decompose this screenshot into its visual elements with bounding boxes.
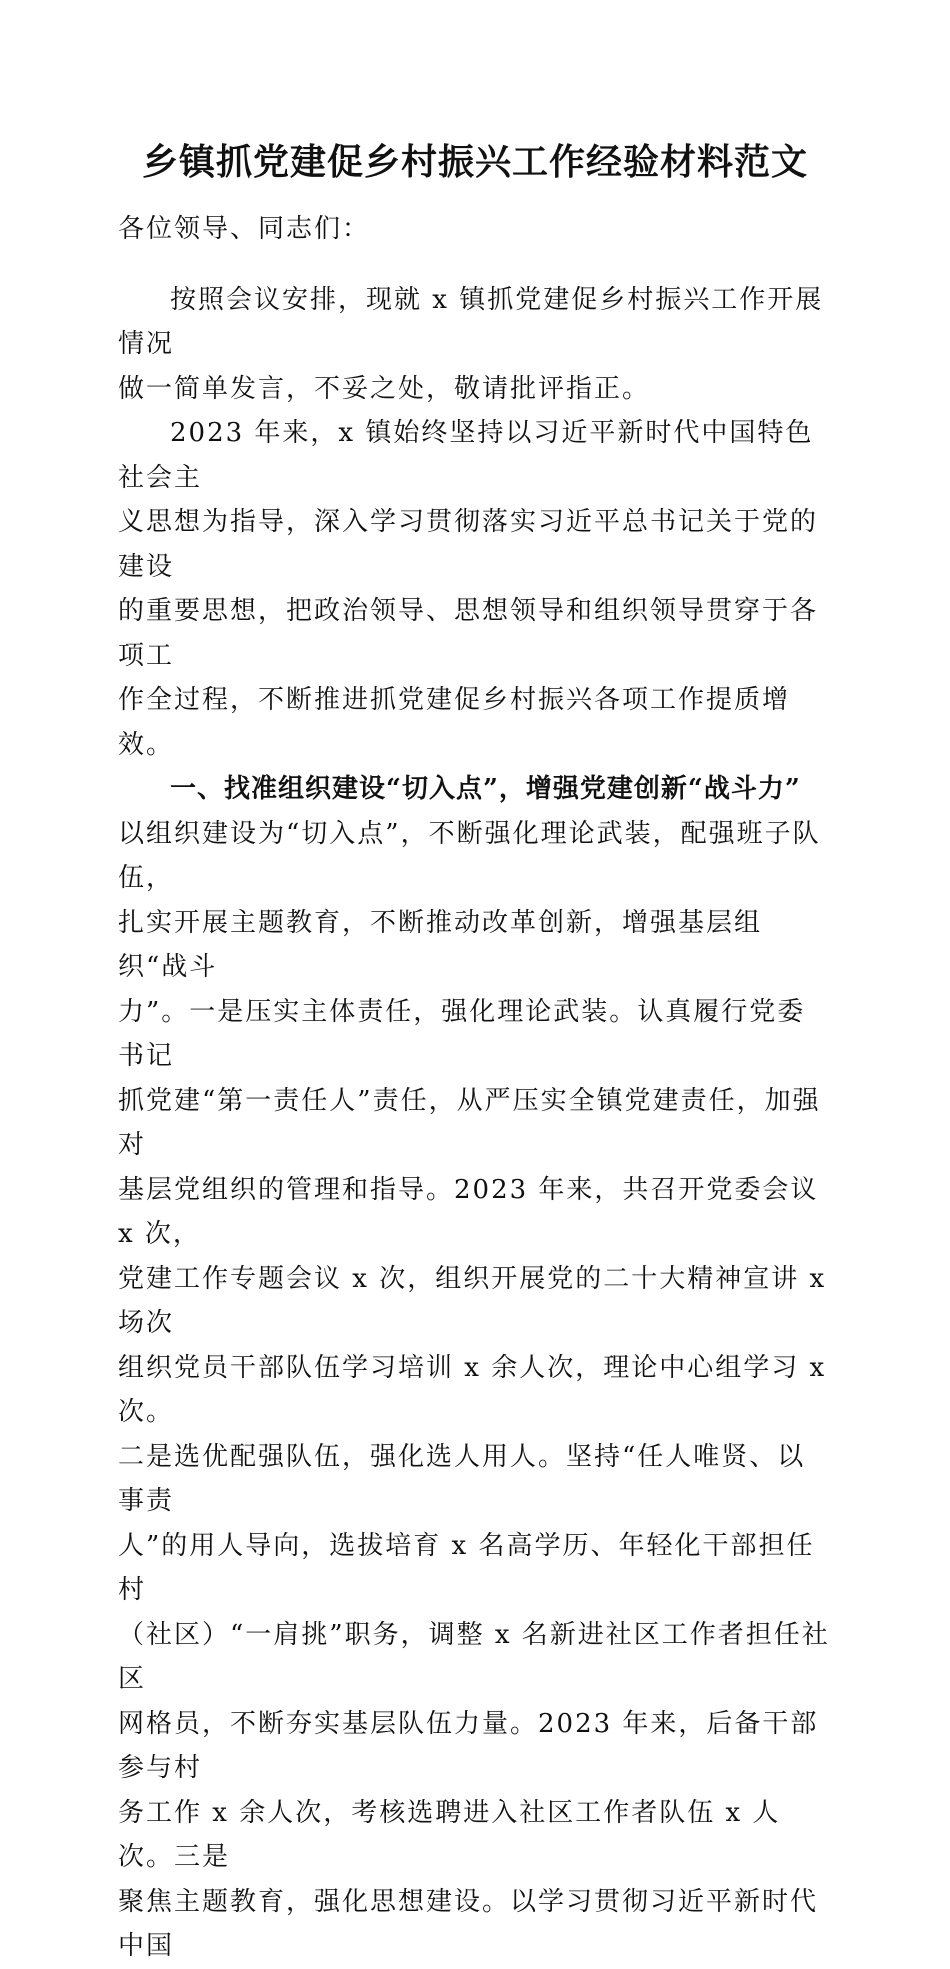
text-line: 二是选优配强队伍，强化选人用人。坚持“任人唯贤、以事责	[118, 1441, 806, 1516]
text-line: 的重要思想，把政治领导、思想领导和组织领导贯穿于各项工	[118, 596, 819, 671]
text-line: 力”。一是压实主体责任，强化理论武装。认真履行党委书记	[118, 996, 806, 1071]
text-line: 按照会议安排，现就 x 镇抓党建促乡村振兴工作开展情况	[118, 284, 824, 359]
text-line: 义思想为指导，深入学习贯彻落实习近平总书记关于党的建设	[118, 507, 819, 582]
text-line: 扎实开展主题教育，不断推动改革创新，增强基层组织“战斗	[118, 907, 763, 982]
spacer	[118, 252, 832, 278]
salutation: 各位领导、同志们：	[118, 214, 371, 244]
paragraph-lines	[118, 278, 832, 1969]
text-line: 2023 年来，x 镇始终坚持以习近平新时代中国特色社会主	[118, 418, 814, 493]
text-line: 人”的用人导向，选拔培育 x 名高学历、年轻化干部担任村	[118, 1530, 815, 1605]
section-heading: 一、找准组织建设“切入点”，增强党建创新“战斗力”	[170, 774, 801, 804]
text-line: 组织党员干部队伍学习培训 x 余人次，理论中心组学习 x 次。	[118, 1352, 827, 1427]
text-line: （社区）“一肩挑”职务，调整 x 名新进社区工作者担任社区	[118, 1619, 830, 1694]
document-body	[118, 207, 832, 1969]
text-line: 做一简单发言，不妥之处，敬请批评指正。	[118, 373, 651, 404]
text-line: 党建工作专题会议 x 次，组织开展党的二十大精神宣讲 x 场次	[118, 1263, 827, 1338]
document-title: 乡镇抓党建促乡村振兴工作经验材料范文	[141, 141, 808, 183]
text-line: 以组织建设为“切入点”，不断强化理论武装，配强班子队伍，	[118, 818, 821, 893]
text-line: 务工作 x 余人次，考核选聘进入社区工作者队伍 x 人次。三是	[118, 1797, 781, 1872]
text-line: 网格员，不断夯实基层队伍力量。2023 年来，后备干部参与村	[118, 1708, 819, 1783]
text-line: 聚焦主题教育，强化思想建设。以学习贯彻习近平新时代中国	[118, 1886, 819, 1961]
text-line: 抓党建“第一责任人”责任，从严压实全镇党建责任，加强对	[118, 1085, 821, 1160]
text-line: 基层党组织的管理和指导。2023 年来，共召开党委会议 x 次，	[118, 1174, 819, 1249]
text-line: 作全过程，不断推进抓党建促乡村振兴各项工作提质增效。	[118, 685, 791, 760]
